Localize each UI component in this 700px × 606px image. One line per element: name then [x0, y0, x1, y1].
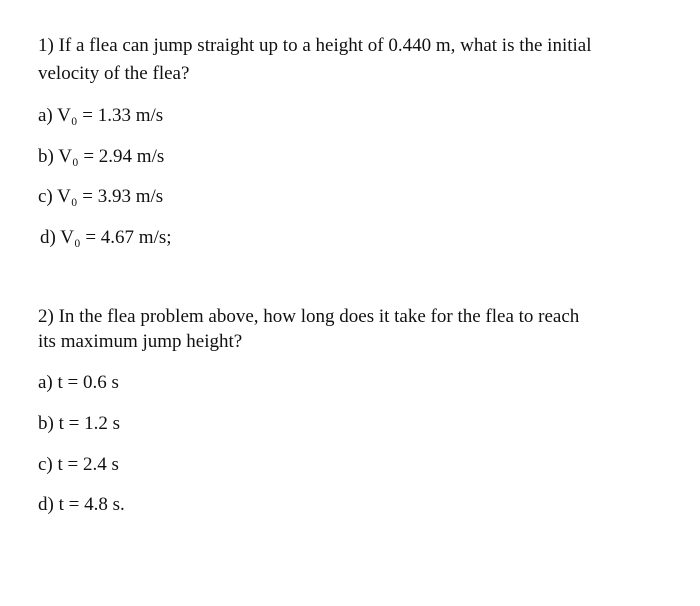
- question-1-option-d: d) V₀ = 4.67 m/s;: [40, 227, 172, 248]
- question-2-option-a: a) t = 0.6 s: [38, 372, 119, 393]
- question-2-prompt-line-1: 2) In the flea problem above, how long does it take for the flea to reach: [38, 306, 580, 327]
- question-1-prompt-line-2: velocity of the flea?: [38, 63, 190, 84]
- question-2-option-c: c) t = 2.4 s: [38, 454, 119, 475]
- question-2-option-d: d) t = 4.8 s.: [38, 494, 125, 515]
- question-1-option-a: a) V₀ = 1.33 m/s: [38, 105, 164, 126]
- question-2-option-b: b) t = 1.2 s: [38, 413, 120, 434]
- question-1-option-b: b) V₀ = 2.94 m/s: [38, 146, 165, 167]
- question-1-option-c: c) V₀ = 3.93 m/s: [38, 186, 164, 207]
- question-2-prompt-line-2: its maximum jump height?: [38, 331, 243, 352]
- question-1-prompt-line-1: 1) If a flea can jump straight up to a height of 0.440 m, what is the initial: [38, 35, 592, 56]
